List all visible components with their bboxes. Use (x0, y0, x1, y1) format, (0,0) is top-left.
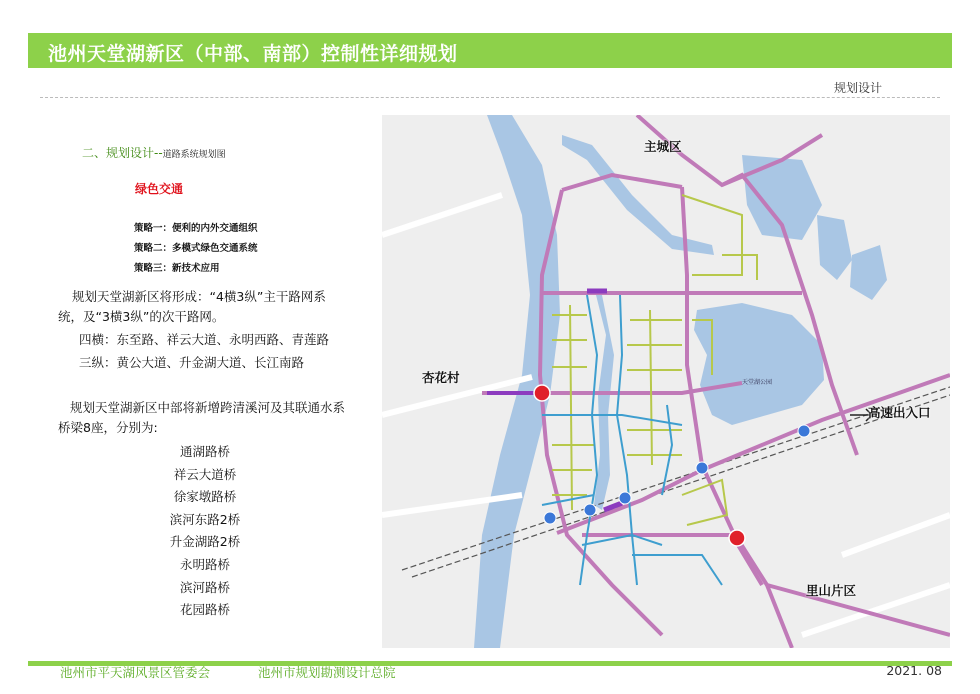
rail-line (412, 395, 950, 577)
section-heading (82, 144, 226, 161)
footer-org-2: 池州市规划勘测设计总院 (258, 665, 396, 680)
bridge-marker (696, 462, 708, 474)
bridge-list (140, 441, 270, 622)
paragraph-line: 三纵：黄公大道、升金湖大道、长江南路 (79, 355, 305, 370)
bridge-item: 永明路桥 (179, 556, 230, 572)
label-highway-exit: 高速出入口 (868, 405, 931, 420)
page-title: 池州天堂湖新区（中部、南部）控制性详细规划 (48, 43, 458, 65)
branch-roads (542, 295, 722, 585)
lake-water (817, 215, 852, 280)
theme-title: 绿色交通 (135, 182, 184, 196)
bridge-marker (619, 492, 631, 504)
interchange-marker (534, 385, 550, 401)
bridge-item: 通湖路桥 (179, 444, 230, 459)
paragraph-line: 规划天堂湖新区将形成：“4横3纵”主干路网系 (72, 289, 326, 304)
lake-water (850, 245, 887, 300)
interchange-marker (729, 530, 745, 546)
map-svg (382, 115, 950, 648)
bridge-marker (544, 512, 556, 524)
bridge-item: 徐家墩路桥 (173, 489, 237, 505)
lake-water (694, 303, 824, 425)
strategy-2: 策略二：多模式绿色交通系统 (134, 243, 258, 254)
paragraph-line: 统，及“3横3纵”的次干路网。 (58, 309, 225, 324)
bridge-item: 升金湖路2桥 (169, 534, 241, 550)
label-lishan-area: 里山片区 (806, 583, 857, 598)
section-subtitle: 规划设计 (833, 81, 882, 95)
label-xinghua-village: 杏花村 (422, 370, 460, 385)
bridge-marker (584, 504, 596, 516)
strategy-1: 策略一：便利的内外交通组织 (134, 223, 258, 234)
strategy-3: 策略三：新技术应用 (134, 263, 220, 274)
bridge-item: 滨河东路2桥 (169, 511, 241, 527)
paragraph-line: 桥梁8座，分别为: (58, 420, 158, 435)
footer-org-1: 池州市平天湖风景区管委会 (60, 665, 211, 680)
section-subtitle-map: 道路系统规划图 (162, 150, 226, 160)
section-title: 二、规划设计-- (82, 146, 163, 160)
title-bar (28, 33, 952, 68)
label-lake-park: 天堂湖公园 (742, 379, 773, 386)
footer-date: 2021. 08 (886, 663, 942, 678)
paragraph-line: 规划天堂湖新区中部将新增跨清溪河及其联通水系 (70, 400, 346, 415)
label-main-city: 主城区 (644, 139, 682, 154)
bridge-item: 滨河路桥 (179, 579, 230, 595)
road-system-map (382, 115, 950, 648)
river-water (562, 135, 714, 255)
bridge-item: 花园路桥 (179, 602, 230, 618)
header-divider (40, 97, 940, 98)
paragraph-line: 四横：东至路、祥云大道、永明西路、青莲路 (79, 332, 330, 347)
bridge-item: 祥云大道桥 (173, 466, 237, 482)
bridge-marker (798, 425, 810, 437)
